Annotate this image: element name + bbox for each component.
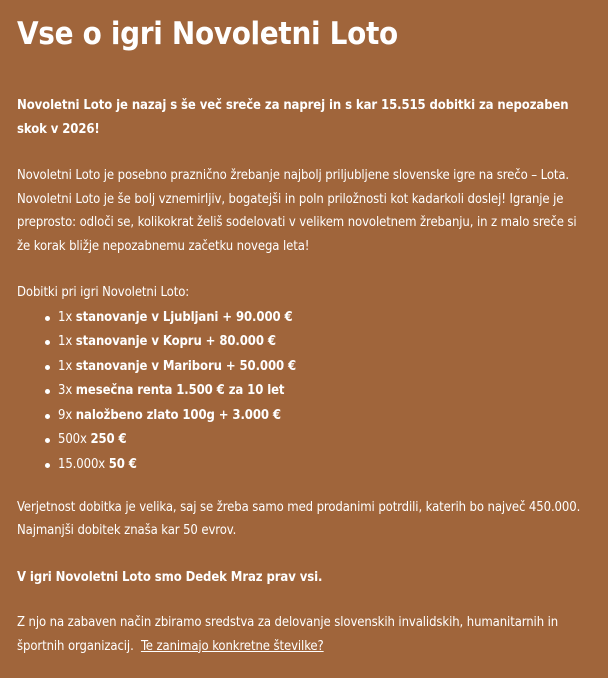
prize-detail: mesečna renta 1.500 € za 10 let — [75, 383, 285, 399]
prize-list — [17, 306, 591, 478]
list-item — [41, 428, 591, 453]
prizes-heading: Dobitki pri igri Novoletni Loto: — [17, 285, 190, 300]
list-item — [41, 355, 591, 380]
list-item — [41, 379, 591, 404]
list-item — [41, 306, 591, 331]
closing-paragraph — [17, 611, 591, 658]
closing-text: Z njo na zabaven način zbiramo sredstva za delovanje slovenskih invalidskih, humanitarnih in športnih organizacij. — [17, 615, 559, 654]
prize-count: 1x — [58, 334, 73, 350]
prize-detail: 250 € — [90, 432, 127, 448]
intro-paragraph: Novoletni Loto je posebno praznično žrebanje najbolj priljubljene slovenske igre na srečo – Lota. Novoletni Loto je še bolj vznemirljiv, bogatejši in poln priložnosti kot kadarkoli doslej! Igranje je preprosto: odloči se, kolikokrat želiš sodelovati v velikem novoletnem žrebanju, in z malo sreče si že korak bližje nepozabnemu začetku novega leta! — [17, 168, 577, 254]
page-title: Vse o igri Novoletni Loto — [17, 16, 398, 52]
odds-paragraph: Verjetnost dobitka je velika, saj se žreba samo med prodanimi potrdili, katerih bo največ 450.000. Najmanjši dobitek znaša kar 50 evrov. — [17, 499, 581, 539]
santa-paragraph: V igri Novoletni Loto smo Dedek Mraz prav vsi. — [17, 569, 323, 585]
prize-detail: naložbeno zlato 100g + 3.000 € — [75, 407, 281, 423]
prize-detail: stanovanje v Mariboru + 50.000 € — [75, 358, 297, 374]
prize-count: 15.000x — [58, 457, 106, 473]
prize-detail: 50 € — [108, 457, 137, 473]
prize-count: 500x — [58, 432, 87, 448]
list-item — [41, 330, 591, 355]
prize-detail: stanovanje v Ljubljani + 90.000 € — [75, 309, 293, 325]
list-item — [41, 453, 591, 478]
prize-detail: stanovanje v Kopru + 80.000 € — [75, 334, 276, 350]
prize-count: 1x — [58, 358, 73, 374]
lead-paragraph: Novoletni Loto je nazaj s še več sreče za naprej in s kar 15.515 dobitki za nepozaben skok v 2026! — [17, 98, 569, 137]
prize-count: 1x — [58, 309, 73, 325]
prize-count: 9x — [58, 407, 73, 423]
prize-count: 3x — [58, 383, 73, 399]
numbers-link[interactable]: Te zanimajo konkretne številke? — [140, 638, 324, 654]
list-item — [41, 404, 591, 429]
